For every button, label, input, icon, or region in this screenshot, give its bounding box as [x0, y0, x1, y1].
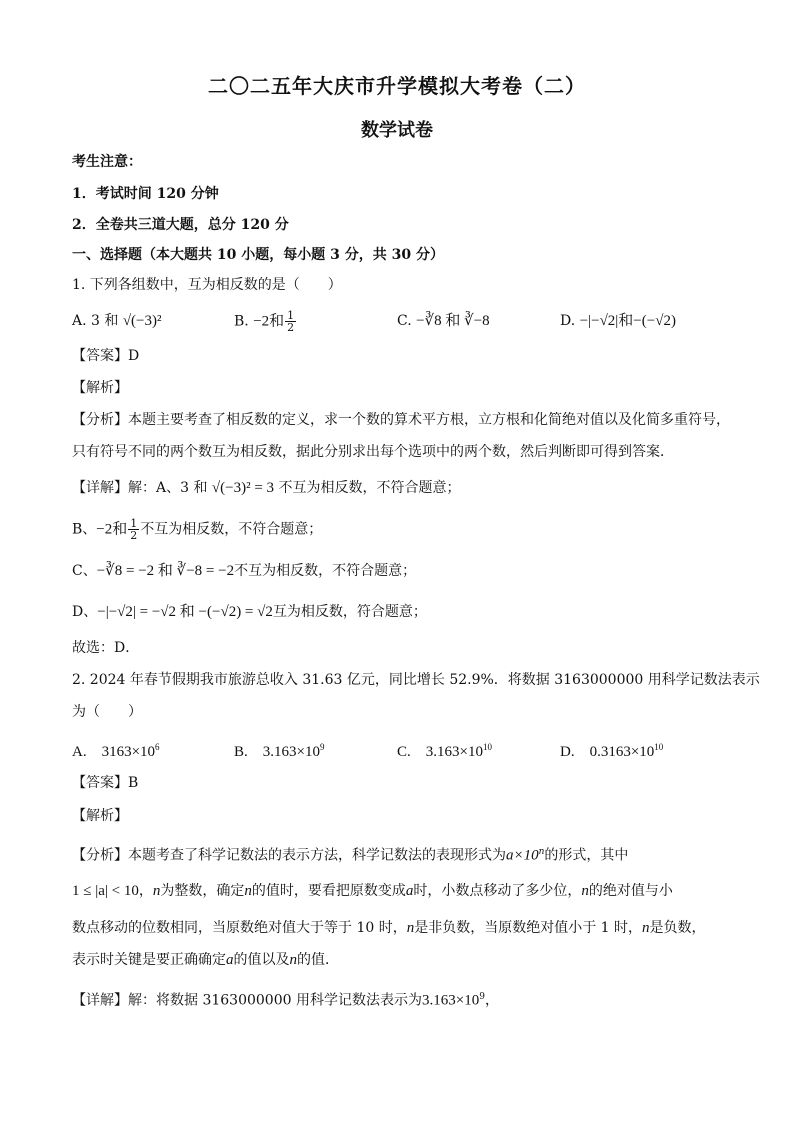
q2-detail — [72, 986, 499, 1012]
q2-stem-line-2: 为（ ） — [72, 704, 142, 720]
q1-detail-d-conclusion: 互为相反数，符合题意； — [272, 604, 427, 620]
q2-text: 时，小数点移动了多少位， — [413, 883, 582, 899]
q2-var-n: n — [406, 920, 415, 936]
exam-title: 二〇二五年大庆市升学模拟大考卷（二） — [208, 74, 586, 98]
q1-detail-d-text: D、 — [72, 604, 98, 620]
q1-option-c — [397, 310, 490, 332]
q2-option-c-text: C. 3.163×10 — [397, 744, 483, 760]
q1-detail-b-fraction — [128, 518, 139, 541]
q1-detail-c-conclusion: 不互为相反数，不符合题意； — [234, 563, 417, 579]
fraction-denominator: 2 — [287, 321, 295, 334]
q2-analysis-text: 【分析】本题考查了科学记数法的表示方法，科学记数法的表现形式为 — [72, 847, 506, 864]
q2-text: 数点移动的位数相同，当原数绝对值大于等于 10 时， — [72, 920, 407, 936]
notice-item-1: 1．考试时间 120 分钟 — [72, 186, 219, 202]
notice-item-2: 2．全卷共三道大题，总分 120 分 — [72, 217, 289, 233]
q2-option-c — [397, 736, 492, 763]
notice-heading: 考生注意： — [72, 154, 142, 170]
q2-text: 是负数， — [649, 920, 706, 936]
q1-analysis-line-2: 只有符号不同的两个数互为相反数，据此分别求出每个选项中的两个数，然后判断即可得到答案． — [72, 444, 674, 460]
q1-analysis-tag: 【解析】 — [72, 380, 128, 396]
q2-option-a-exponent: 6 — [155, 742, 160, 752]
q1-detail-a-math: √(−3)² = 3 — [211, 480, 275, 496]
q1-option-b-label: B. — [234, 313, 249, 330]
q1-option-c-label: C. — [397, 313, 412, 329]
fraction-denominator: 2 — [130, 529, 138, 542]
q2-answer: 【答案】B — [72, 775, 139, 791]
q2-text: 的值以及 — [233, 952, 290, 968]
q2-option-b-exponent: 9 — [319, 742, 325, 752]
q2-analysis-tag: 【解析】 — [72, 808, 128, 824]
q1-detail-a-conclusion: 不互为相反数，不符合题意； — [278, 480, 461, 496]
q1-detail-a-text: 【详解】解：A、3 和 — [72, 480, 208, 496]
q1-option-d — [560, 310, 676, 332]
q1-choice: 故选：D． — [72, 640, 140, 656]
q1-option-a-label: A. 3 和 — [72, 313, 119, 329]
q2-option-a — [72, 736, 160, 763]
section-heading: 一、选择题（本大题共 10 小题，每小题 3 分，共 30 分） — [72, 247, 444, 263]
q1-detail-b — [72, 518, 322, 541]
q1-detail-d — [72, 601, 427, 623]
q2-detail-text-end: ， — [484, 992, 499, 1009]
q2-var-n: n — [152, 883, 161, 899]
q2-analysis-line-3 — [72, 917, 706, 939]
q2-analysis-line-2 — [72, 880, 673, 902]
q2-analysis-line-1 — [72, 841, 628, 867]
q2-text: ， — [138, 883, 153, 899]
q1-detail-a — [72, 477, 461, 499]
q1-answer: 【答案】D — [72, 348, 140, 364]
q2-text: 为整数，确定 — [160, 883, 245, 899]
q2-analysis-line-4 — [72, 949, 339, 971]
q2-var-a: a — [405, 883, 414, 899]
q2-analysis-text-end: 的形式，其中 — [544, 847, 629, 864]
fraction-numerator: 1 — [130, 517, 138, 530]
q2-detail-math: 3.163×10 — [421, 992, 480, 1009]
q2-option-b-text: B. 3.163×10 — [234, 744, 320, 760]
q2-text: 的绝对值与小 — [588, 883, 673, 899]
q2-text: 表示时关键是要正确确定 — [72, 952, 226, 968]
q1-detail-c-math: −∛8 = −2 和 ∛−8 = −2 — [96, 563, 235, 579]
q2-stem-line-1: 2. 2024 年春节假期我市旅游总收入 31.63 亿元，同比增长 52.9%．将数据 3163000000 用科学记数法表示 — [72, 672, 760, 688]
q1-analysis-line-1: 【分析】本题主要考查了相反数的定义，求一个数的算术平方根，立方根和化简绝对值以及化简多重符号， — [72, 412, 730, 428]
q2-option-a-text: A. 3163×10 — [72, 744, 156, 760]
q1-option-b-fraction — [285, 310, 296, 333]
q1-option-a-math: √(−3)² — [122, 313, 162, 329]
q1-option-a — [72, 310, 162, 332]
q2-option-d — [560, 736, 663, 763]
q1-option-b-math: −2和 — [253, 313, 285, 330]
q1-detail-d-math: −|−√2| = −√2 和 −(−√2) = √2 — [97, 604, 273, 620]
q1-detail-c-text: C、 — [72, 563, 97, 579]
q2-text: 的值时，要看把原数变成 — [251, 883, 406, 899]
q2-analysis-math: a×10 — [506, 847, 539, 864]
q2-var-n: n — [581, 883, 589, 899]
q1-detail-c — [72, 560, 416, 582]
fraction-numerator: 1 — [287, 309, 295, 322]
q1-detail-b-text: B、 — [72, 521, 97, 538]
q2-option-c-exponent: 10 — [482, 742, 492, 752]
q2-text: 是非负数，当原数绝对值小于 1 时， — [414, 920, 643, 936]
q2-var-n: n — [289, 952, 297, 968]
q1-stem: 1. 下列各组数中，互为相反数的是（ ） — [72, 277, 342, 293]
exam-subtitle: 数学试卷 — [361, 120, 433, 141]
q1-option-c-math: −∛8 和 ∛−8 — [416, 313, 490, 329]
q2-var-n: n — [642, 920, 650, 936]
q1-detail-b-math: −2和 — [96, 521, 128, 538]
q2-text: 的值． — [297, 952, 339, 968]
q2-range-math: 1 ≤ |a| < 10 — [72, 883, 139, 899]
q2-var-n: n — [244, 883, 252, 899]
q2-analysis-exponent: n — [538, 847, 545, 857]
q1-option-d-label: D. — [560, 313, 576, 329]
q2-option-d-exponent: 10 — [654, 742, 664, 752]
q2-detail-text: 【详解】解：将数据 3163000000 用科学记数法表示为 — [72, 992, 422, 1009]
q2-detail-exponent: 9 — [479, 992, 485, 1002]
q1-option-d-math: −|−√2|和−(−√2) — [579, 313, 676, 329]
q2-option-d-text: D. 0.3163×10 — [560, 744, 655, 760]
q1-detail-b-conclusion: 不互为相反数，不符合题意； — [140, 521, 323, 538]
q2-var-a: a — [226, 952, 234, 968]
q1-option-b — [234, 310, 297, 333]
q2-option-b — [234, 736, 324, 763]
